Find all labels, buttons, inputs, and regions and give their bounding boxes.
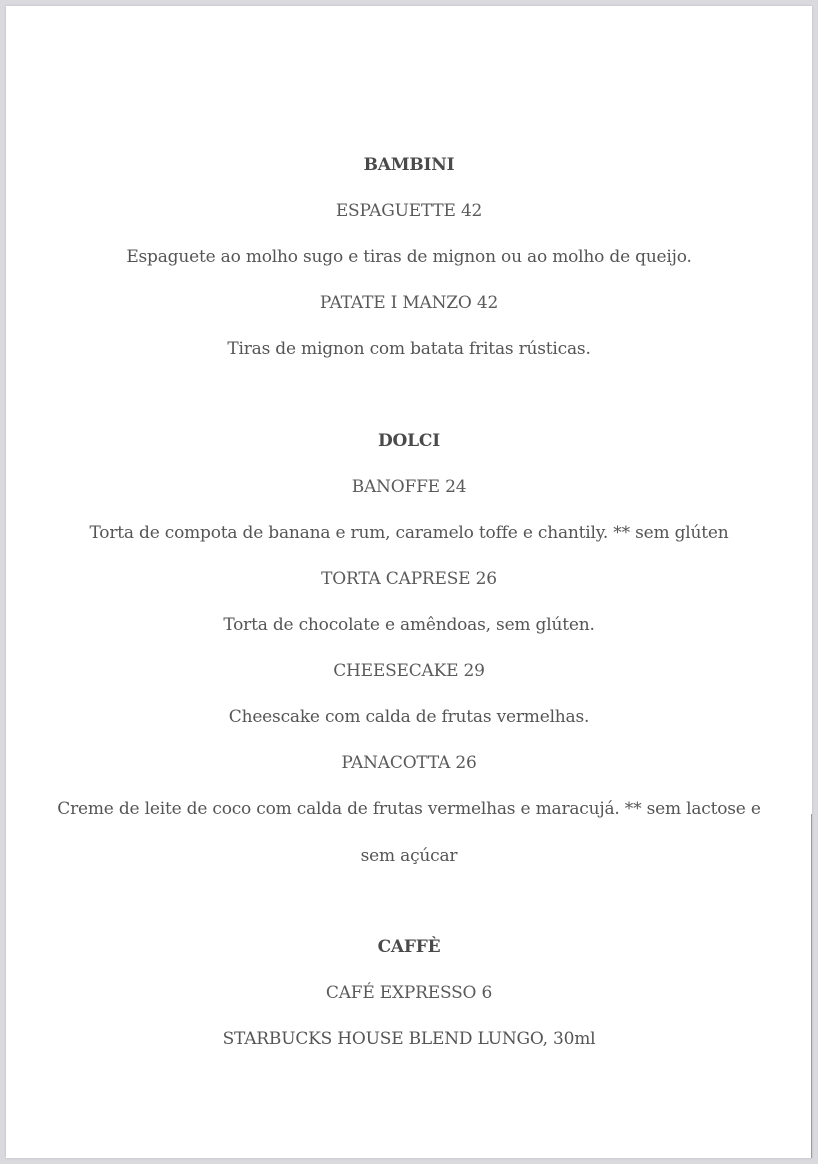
menu-item-espaguette-description: Espaguete ao molho sugo e tiras de mignon ou ao molho de queijo. xyxy=(126,247,692,267)
menu-item-panacotta: PANACOTTA 26 xyxy=(341,753,477,773)
menu-item-cafe-expresso-description: STARBUCKS HOUSE BLEND LUNGO, 30ml xyxy=(222,1029,596,1049)
menu-item-banoffe-description: Torta de compota de banana e rum, caramelo toffe e chantily. ** sem glúten xyxy=(89,523,729,543)
menu-item-cafe-expresso: CAFÉ EXPRESSO 6 xyxy=(325,983,493,1003)
menu-item-panacotta-description: Creme de leite de coco com calda de frutas vermelhas e maracujá. ** sem lactose e xyxy=(57,799,761,819)
menu-item-panacotta-description-continued: sem açúcar xyxy=(360,846,458,866)
menu-item-cheesecake: CHEESECAKE 29 xyxy=(333,661,485,681)
menu-page xyxy=(6,6,812,1158)
menu-item-cheesecake-description: Cheescake com calda de frutas vermelhas. xyxy=(228,707,590,727)
section-heading-dolci: DOLCI xyxy=(378,431,440,451)
menu-item-torta-caprese: TORTA CAPRESE 26 xyxy=(321,569,497,589)
menu-item-banoffe: BANOFFE 24 xyxy=(351,477,467,497)
section-heading-caffe: CAFFÈ xyxy=(377,937,441,957)
section-heading-bambini: BAMBINI xyxy=(363,155,455,175)
page-edge-divider xyxy=(811,814,812,1158)
menu-item-patate-i-manzo-description: Tiras de mignon com batata fritas rústicas. xyxy=(227,339,591,359)
menu-item-patate-i-manzo: PATATE I MANZO 42 xyxy=(319,293,499,313)
menu-item-torta-caprese-description: Torta de chocolate e amêndoas, sem glúten. xyxy=(223,615,595,635)
menu-item-espaguette: ESPAGUETTE 42 xyxy=(335,201,483,221)
